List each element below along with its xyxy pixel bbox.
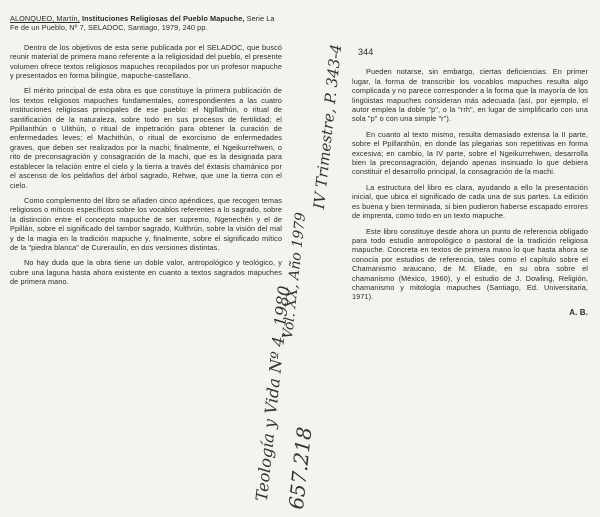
citation-series: Serie La Fe de un Pueblo, Nº 7, — [10, 14, 275, 33]
reviewer-signature: A. B. — [569, 307, 588, 317]
citation-publisher: SELADOC, Santiago, 1979, 240 pp. — [88, 23, 208, 33]
citation-title: Instituciones Religiosas del Pueblo Mapuche, — [81, 14, 245, 23]
page-number: 344 — [358, 47, 374, 57]
book-citation — [10, 14, 282, 33]
left-paragraph-4: No hay duda que la obra tiene un doble valor, antropológico y teológico, y cubre una laguna hasta ahora existente en cuanto a textos sagrados mapuches de primera mano. — [10, 258, 282, 287]
handwritten-annotation — [232, 43, 362, 511]
handwriting-catalog-number: 657.218 — [284, 425, 317, 511]
right-paragraph-1: Pueden notarse, sin embargo, ciertas deficiencias. En primer lugar, la forma de transcribir los vocablos mapuches resulta algo complicada y no parece corresponder a la forma que la mayoría de los lingüistas mapuches consideran más adecuada (así, por ejemplo, el autor emplea la doble "p", o la "rrh", en lugar de simplificarlo con una sola "p" o con una simple "r"). — [352, 67, 588, 124]
left-paragraph-2: El mérito principal de esta obra es que constituye la primera publicación de los textos religiosos mapuches fundamentales, correspondientes a las cuatro instituciones religiosas principales de ese pueblo: el Ngillathún, o ritual de santificación de la naturaleza, sobre todo en sus procesos de fertilidad; el Ppillanthún o Ulithún, o ritual de impetración para obtener la curación de enfermedades leves; el Machithún, o ritual de exorcismo de enfermedades graves, que deben ser realizados por la machi; finalmente, el Ngeikurrehwen, o rito de preconsagración y consagración de la machi, que es la designada para establecer la relación entre el cielo y la tierra a través del éxtasis chamánico por el ascenso de los peldaños del árbol sagrado, Rehwe, que une la tierra con el cielo. — [10, 86, 282, 190]
handwriting-line-2: Vol. XX, Año 1979 — [280, 211, 310, 340]
right-paragraph-2: En cuanto al texto mismo, resulta demasiado extensa la II parte, sobre el Ppillanthún, en donde las plegarias son repetitivas en forma excesiva; en cambio, la IV parte, sobre el Ngeikurrehwen, desarrolla bien la preconsagración, dejando apenas insinuado lo que debiera constituir el desarrollo principal, la consagración de la machi. — [352, 129, 588, 177]
handwriting-line-1: Teología y Vida Nº 4, 1980 — [252, 284, 294, 502]
left-paragraph-3: Como complemento del libro se añaden cinco apéndices, que recogen temas religiosos o míticos específicos sobre los vocablos referentes a lo sagrado, sobre la distinción entre el concepto mapuche de ser supremo, Ngenechén y el de Ppillán, sobre el significado del tambor sagrado, Kulthrún, sobre la visión del mal y de la magia en la tradición mapuche y, finalmente, sobre el significado mítico de la "piedra blanca" de Cureraulín, en dos versiones distintas. — [10, 195, 282, 252]
right-column — [352, 14, 588, 317]
right-paragraph-4: Este libro constituye desde ahora un punto de referencia obligado para todo estudio antropológico o pastoral de la tradición religiosa mapuche. Concreta en textos de primera mano lo que hasta ahora se conocía por estudios de referencia, tales como el capítulo sobre el Chamanismo araucano, de M. Eliade, en su obra sobre el chamanismo (México, 1960), y el estudio de J. Dowling, Religión, chamanismo y mitología mapuches (Santiago, Ed. Universitaria, 1971). — [352, 226, 588, 302]
right-paragraph-3: La estructura del libro es clara, ayudando a ello la presentación inicial, que ubica el significado de cada una de sus partes. La edición es buena y bien terminada, si bien pudieron haberse escapado errores de imprenta, como todo en un texto mapuche. — [352, 182, 588, 221]
left-paragraph-1: Dentro de los objetivos de esta serie publicada por el SELADOC, que buscó reunir material de primera mano referente a la religiosidad del pueblo, el presente volumen ofrece textos religiosos mapuches recopilados por un profesor mapuche y presentados en forma bilingüe, mapuche-castellano. — [10, 42, 282, 81]
handwriting-line-3: IV Trimestre, P. 343-4 — [310, 43, 346, 210]
citation-author: ALONQUEO, Martín, — [10, 14, 80, 23]
